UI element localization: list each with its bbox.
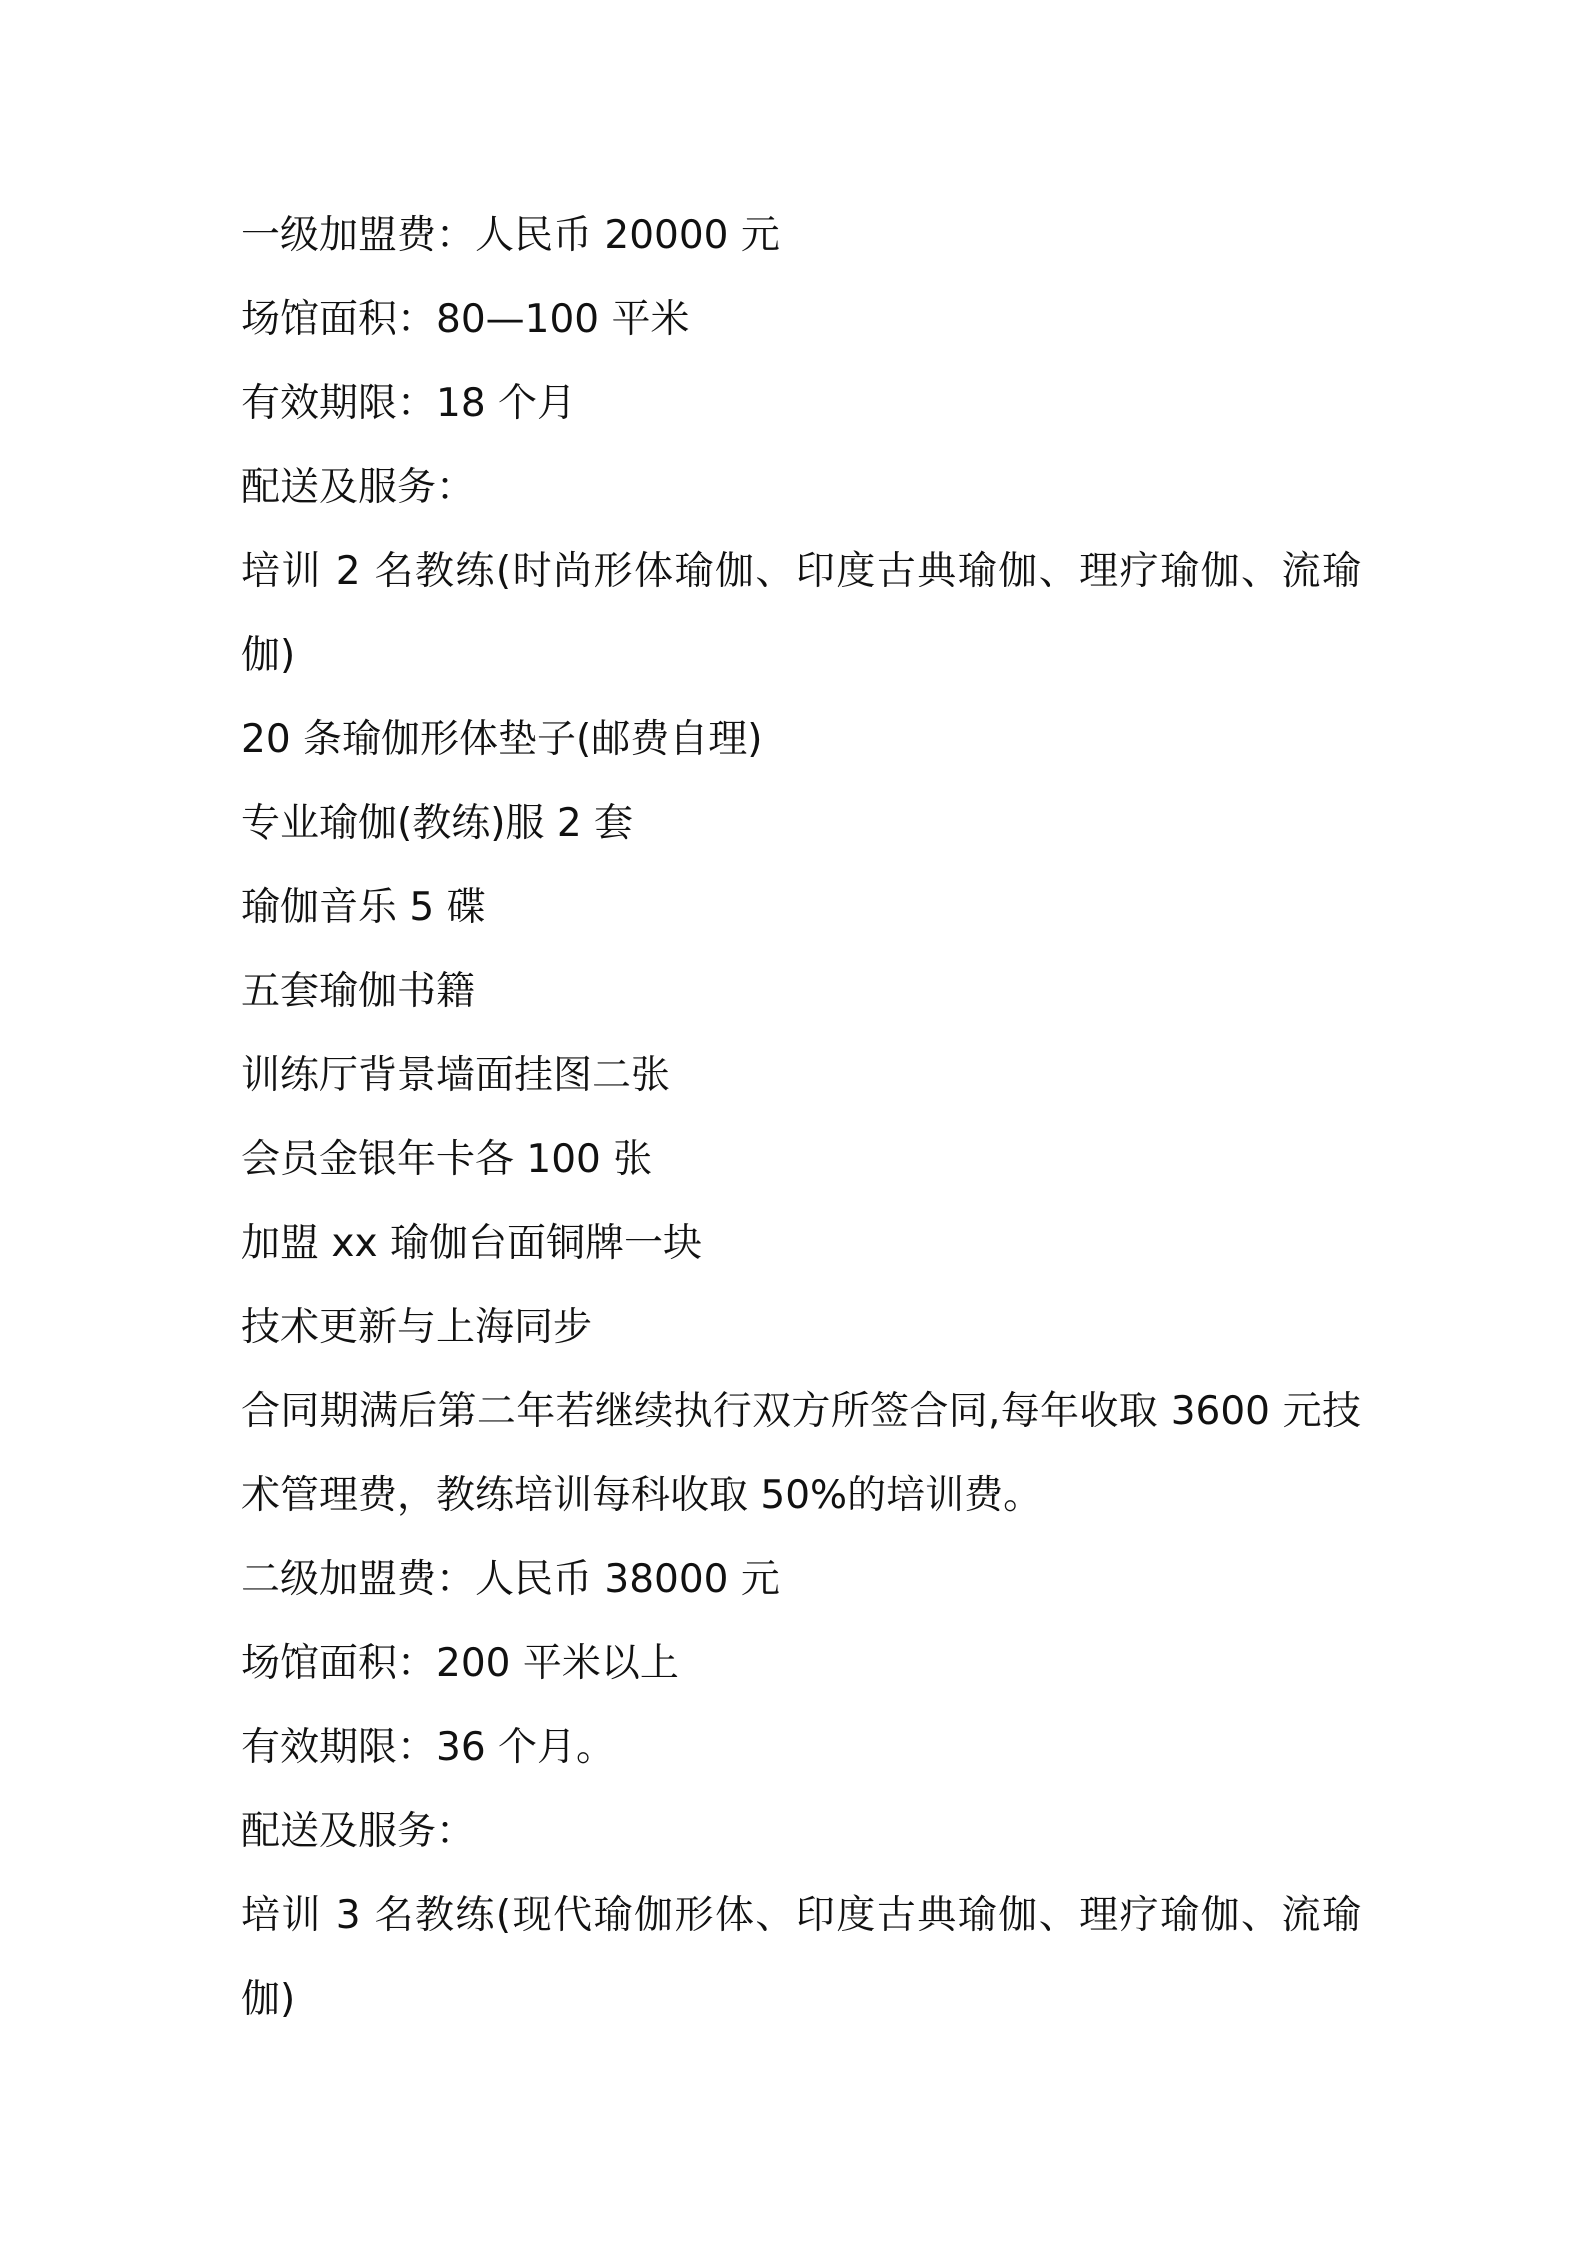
level2-fee: 二级加盟费：人民币 38000 元 (241, 1557, 780, 1602)
level2-area: 场馆面积：200 平米以上 (241, 1641, 679, 1686)
level2-item: 培训 3 名教练(现代瑜伽形体、印度古典瑜伽、理疗瑜伽、流瑜伽) (241, 1893, 1361, 2022)
level1-area: 场馆面积：80—100 平米 (241, 297, 690, 342)
level1-item: 会员金银年卡各 100 张 (241, 1137, 653, 1182)
level1-item: 五套瑜伽书籍 (241, 969, 476, 1014)
level1-item: 培训 2 名教练(时尚形体瑜伽、印度古典瑜伽、理疗瑜伽、流瑜伽) (241, 549, 1361, 678)
level2-services-title: 配送及服务： (241, 1809, 476, 1854)
level1-item: 加盟 xx 瑜伽台面铜牌一块 (241, 1221, 702, 1266)
document-body (241, 194, 1361, 2042)
level1-period: 有效期限：18 个月 (241, 381, 577, 426)
level1-item: 专业瑜伽(教练)服 2 套 (241, 801, 634, 846)
level2-period: 有效期限：36 个月。 (241, 1725, 616, 1770)
level1-fee: 一级加盟费：人民币 20000 元 (241, 213, 780, 258)
level1-item: 20 条瑜伽形体垫子(邮费自理) (241, 717, 763, 762)
level1-item: 技术更新与上海同步 (241, 1305, 593, 1350)
level1-item: 瑜伽音乐 5 碟 (241, 885, 486, 930)
level1-item: 训练厅背景墙面挂图二张 (241, 1053, 671, 1098)
level1-item: 合同期满后第二年若继续执行双方所签合同,每年收取 3600 元技术管理费，教练培训每科收取 50%的培训费。 (241, 1389, 1361, 1518)
level1-services-title: 配送及服务： (241, 465, 476, 510)
